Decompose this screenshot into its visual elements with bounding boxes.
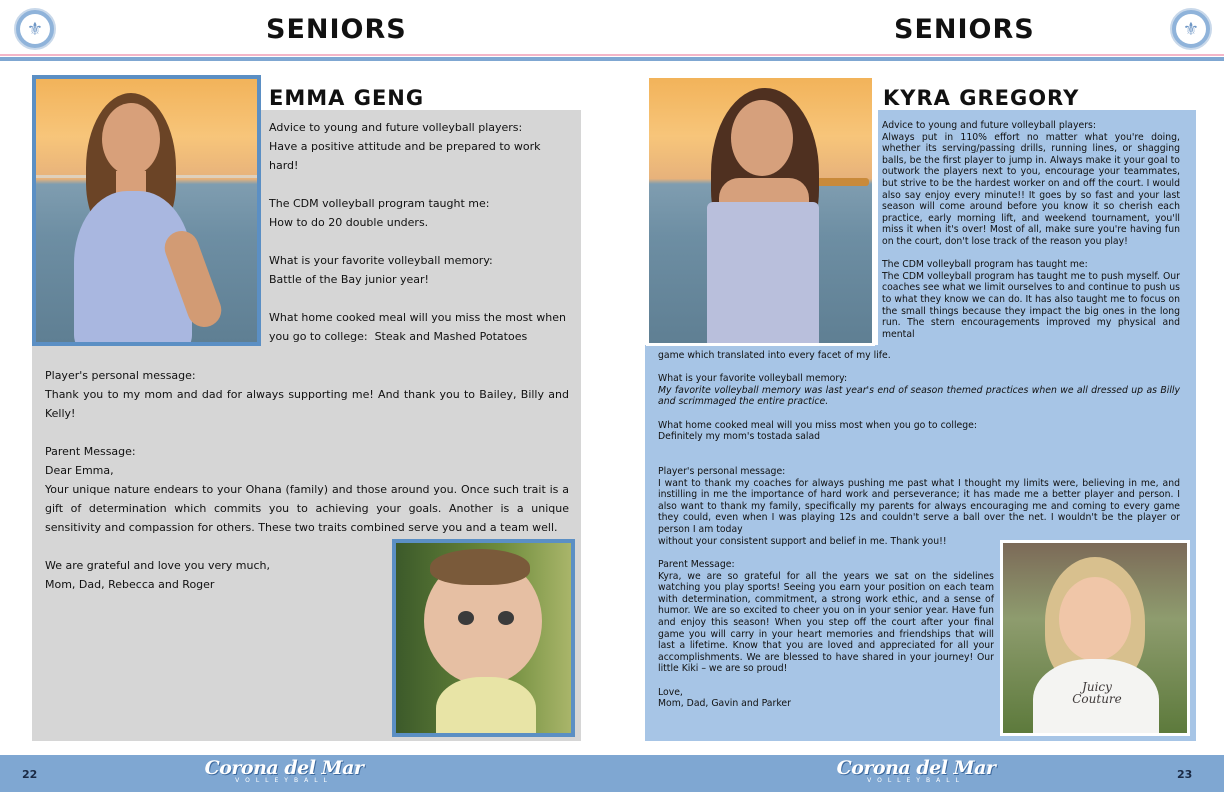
- senior-photo-frame: [646, 75, 875, 346]
- child-photo: Juicy Couture: [1003, 543, 1187, 733]
- qa-answer: My favorite volleyball memory was last year's end of season themed practices when we all dressed up as Billy and scrimmaged the entire practice.: [658, 384, 1180, 408]
- parent-message-greeting: Dear Emma,: [45, 464, 114, 477]
- baby-photo: [396, 543, 571, 733]
- qa-question: Advice to young and future volleyball players:: [882, 120, 1097, 131]
- qa-answer: The CDM volleyball program has taught me to push myself. Our coaches see what we limit ourselves to and continue to push us to what they know we can do. It has also taught me to focus on the small things because they impact the big ones in the long run. The stern encouragements improved my physical and mental: [882, 270, 1180, 340]
- baby-photo-frame: [392, 539, 575, 737]
- footer-bar: [0, 755, 612, 792]
- qa-question: What home cooked meal will you miss most when you go to college:: [658, 419, 978, 431]
- qa-section-main: [658, 350, 1180, 547]
- qa-question: The CDM volleyball program has taught me:: [882, 259, 1088, 271]
- header-stripe: [0, 54, 612, 61]
- personal-message-text-end: without your consistent support and belief in me. Thank you!!: [658, 535, 947, 547]
- parent-message-signature: Mom, Dad, Rebecca and Roger: [45, 578, 215, 591]
- qa-answer: game which translated into every facet of my life.: [658, 350, 891, 361]
- parent-message-label: Parent Message:: [45, 445, 136, 458]
- page-number: 22: [22, 768, 38, 781]
- parent-message-text: Your unique nature endears to your Ohana (family) and those around you. Once such trait is a gift of determination which commits you to achieving your goals. Another is a unique sensitivity and compassion for others. These two traits combined serve you and a team well.: [45, 483, 569, 534]
- qa-answer: Definitely my mom's tostada salad: [658, 431, 821, 443]
- crest-logo-icon: ⚜: [1170, 8, 1212, 50]
- qa-question: What home cooked meal will you miss the most when you go to college:: [269, 311, 566, 343]
- page-title-right: SENIORS: [894, 14, 1035, 45]
- page-title-left: SENIORS: [266, 14, 407, 45]
- qa-question: What is your favorite volleyball memory:: [269, 254, 493, 267]
- crest-logo-icon: ⚜: [14, 8, 56, 50]
- qa-question: Advice to young and future volleyball players:: [269, 121, 523, 134]
- page-number: 23: [1177, 768, 1193, 781]
- personal-message-label: Player's personal message:: [658, 465, 786, 477]
- child-photo-frame: [1000, 540, 1190, 736]
- qa-question: What is your favorite volleyball memory:: [658, 373, 848, 385]
- personal-message-text: Thank you to my mom and dad for always supporting me! And thank you to Bailey, Billy and Kelly!: [45, 388, 569, 420]
- personal-message-text: I want to thank my coaches for always pushing me past what I thought my limits were, believing in me, and instilling in me the importance of hard work and perseverance; it has made me a better player and person. I also want to thank my family, specifically my parents for always encouraging me and coming to every game they could, even when I was playing 12s and couldn't serve a ball over the net. I wouldn't be the player or person I am today: [658, 477, 1180, 535]
- senior-photo-frame: [32, 75, 261, 346]
- parent-message-section: [658, 559, 994, 710]
- senior-photo: [36, 79, 257, 342]
- senior-name: EMMA GENG: [269, 86, 425, 110]
- qa-question: The CDM volleyball program taught me:: [269, 197, 490, 210]
- parent-message-closing: We are grateful and love you very much,: [45, 559, 270, 572]
- parent-message-signature: Mom, Dad, Gavin and Parker: [658, 698, 791, 710]
- footer-logo: Corona del Mar VOLLEYBALL: [204, 757, 364, 784]
- personal-message-label: Player's personal message:: [45, 369, 196, 382]
- footer-logo: Corona del Mar VOLLEYBALL: [836, 757, 996, 784]
- qa-answer: How to do 20 double unders.: [269, 216, 429, 229]
- senior-name: KYRA GREGORY: [883, 86, 1080, 110]
- qa-answer: Always put in 110% effort no matter what you're doing, whether its serving/passing drills, running lines, or shagging balls, be the first player to jump in. Always make it your goal to outwork the players next to you, encourage your teammates, but strive to be the hardest worker on and off the court. I would also say enjoy every minute!! It goes by so fast and your last season will come around before you know it so cherish each practice, early morning lift, and weekend tournament, you'll miss it when it's over! Most of all, make sure you're having fun on the court, don't lose track of the reason you play!: [882, 131, 1180, 247]
- qa-answer: Steak and Mashed Potatoes: [374, 330, 528, 343]
- qa-section-top: [882, 120, 1180, 340]
- senior-photo: [649, 78, 872, 343]
- header-stripe: [612, 54, 1224, 61]
- qa-answer: Battle of the Bay junior year!: [269, 273, 429, 286]
- parent-message-label: Parent Message:: [658, 559, 735, 570]
- parent-message-closing: Love,: [658, 686, 683, 698]
- parent-message-text: Kyra, we are so grateful for all the years we sat on the sidelines watching you play sports! Seeing you earn your position on each team with determination, commitment, a strong work ethic, and a sense of humor. We are so excited to cheer you on in your senior year. Have fun and enjoy this season! When you step off the court after your final game you will carry in your heart memories and friendships that will last a lifetime. Know that you are loved and appreciated for all your accomplishments. We are blessed to have shared in your journey! Our little Kiki – we are so proud!: [658, 570, 994, 675]
- qa-answer: Have a positive attitude and be prepared to work hard!: [269, 140, 541, 172]
- qa-section: [269, 118, 571, 346]
- footer-bar: [612, 755, 1224, 792]
